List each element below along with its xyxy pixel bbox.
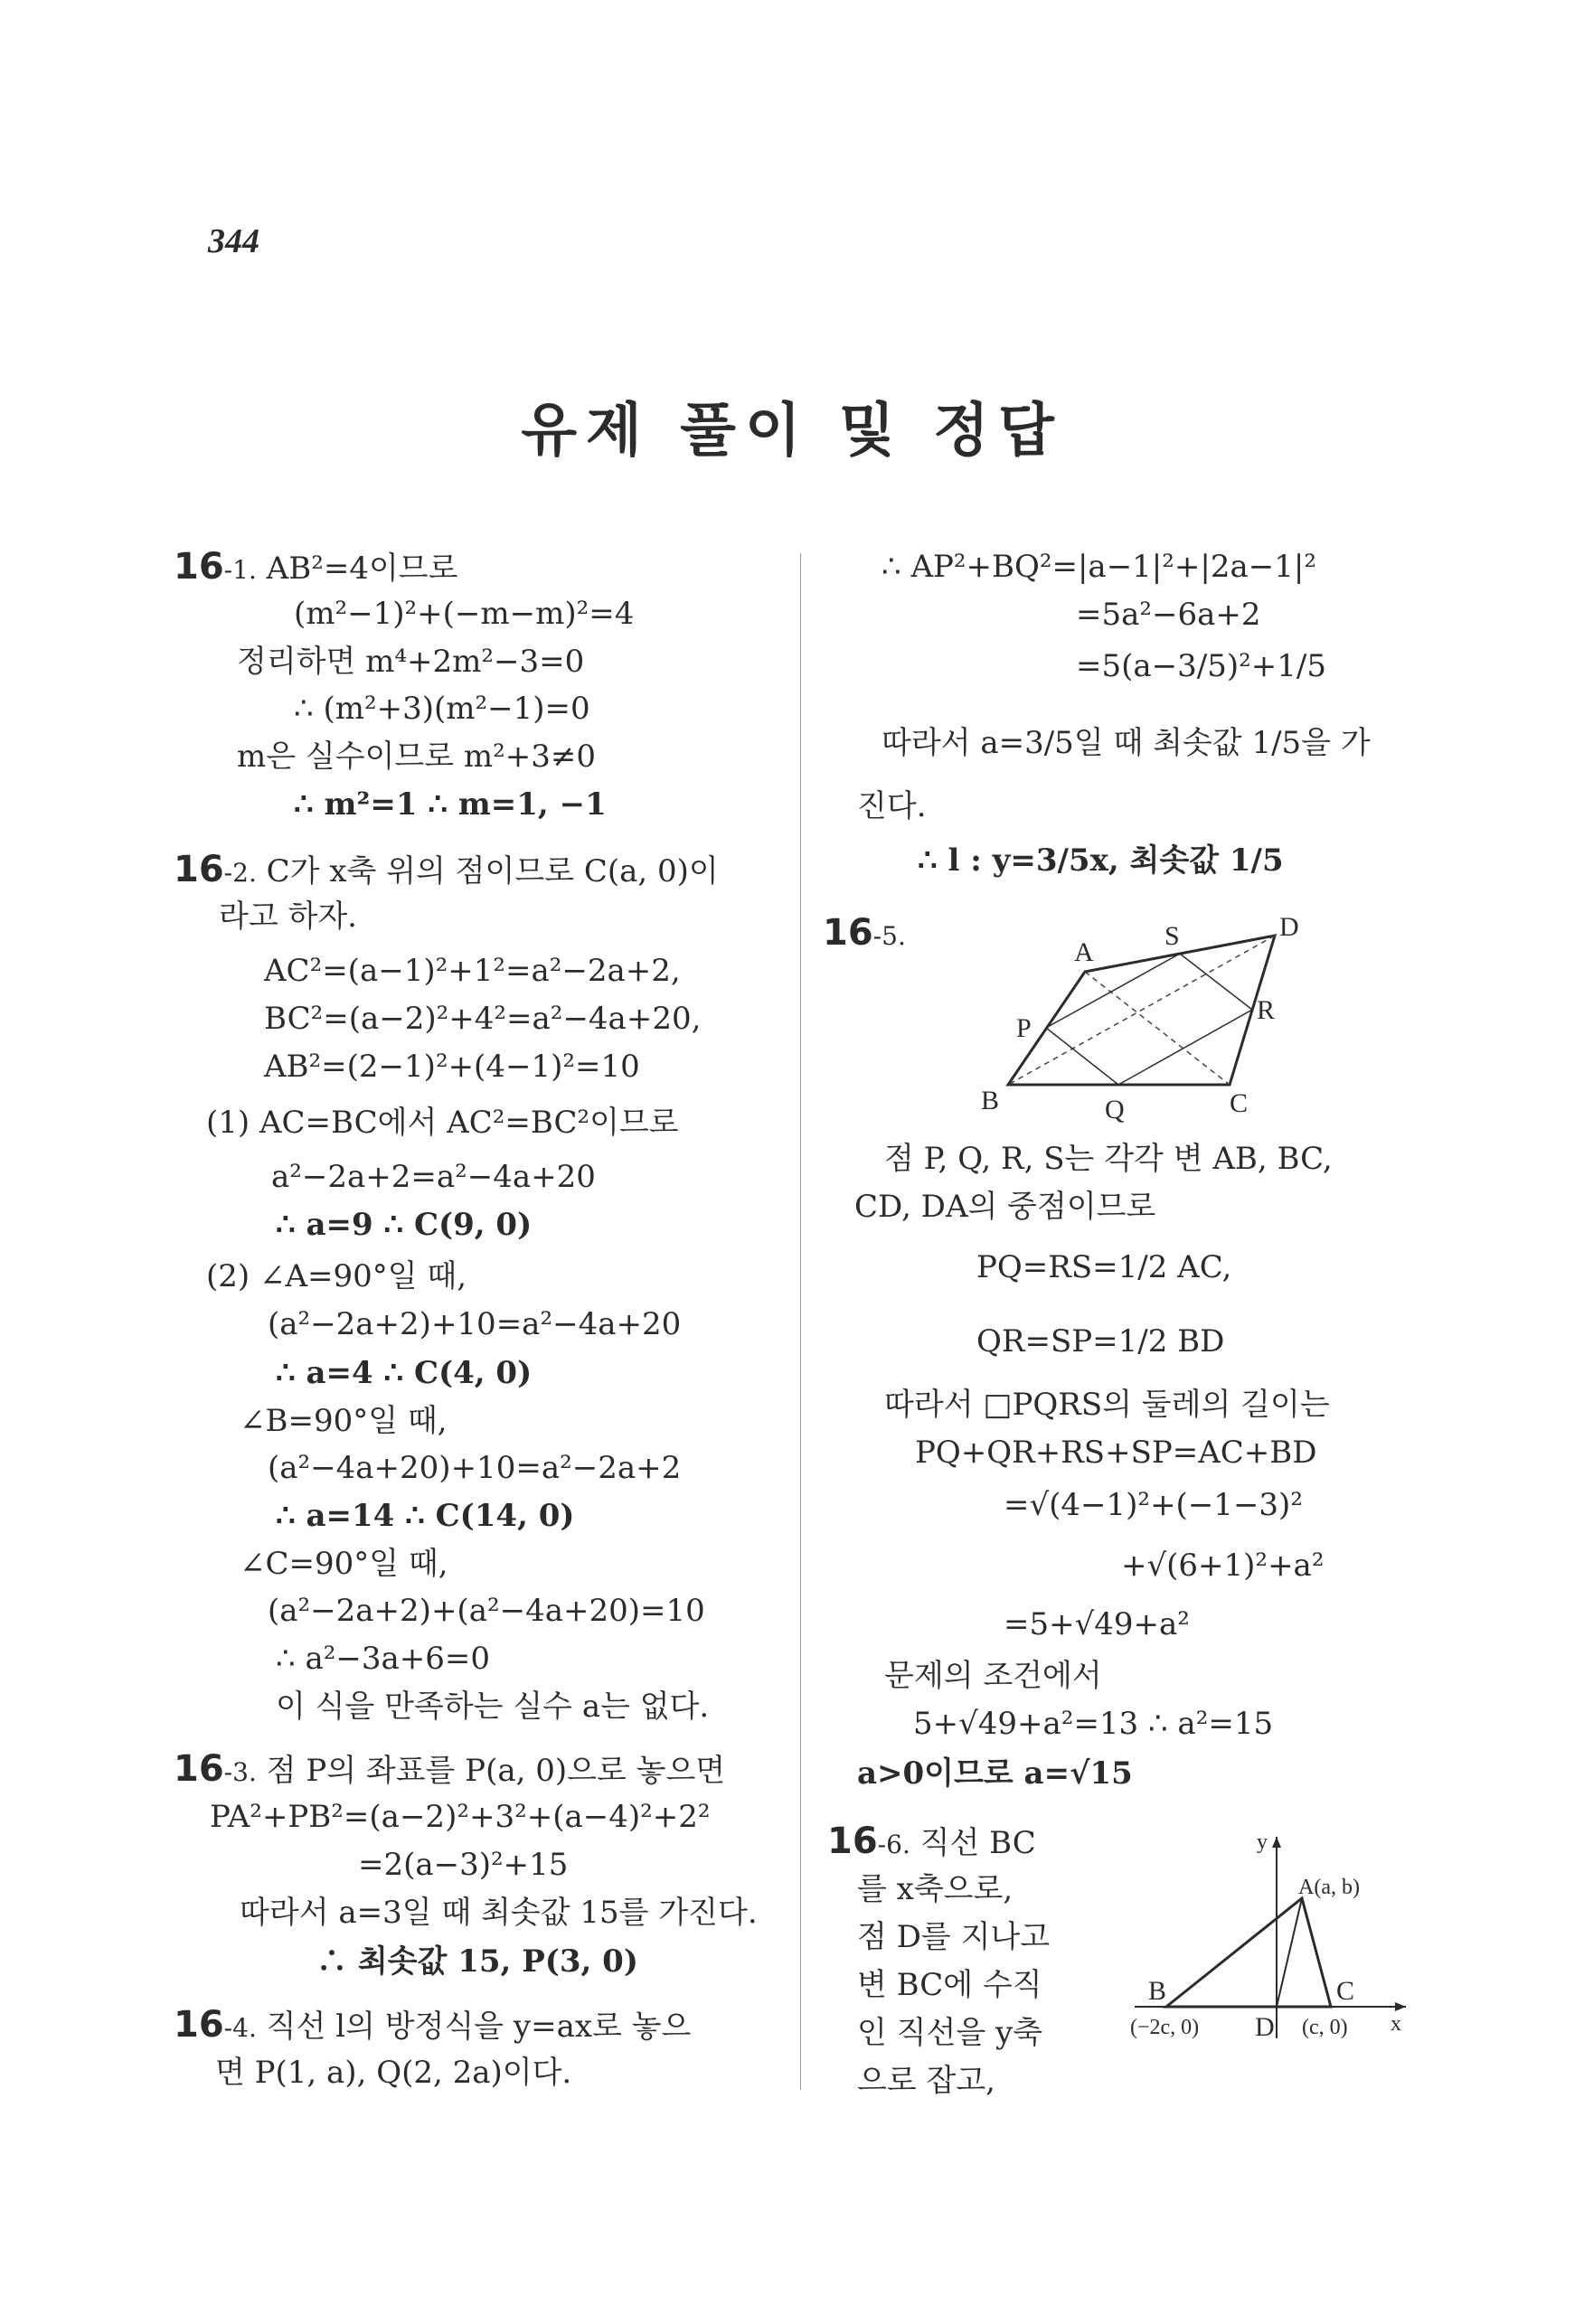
- solution-line: 따라서 a=3/5일 때 최솟값 1/5을 가: [882, 725, 1371, 761]
- answer-line: a>0이므로 a=√15: [857, 1755, 1133, 1792]
- solution-line: 점 D를 지나고: [857, 1919, 1051, 1955]
- parallelogram-pqrs: [1046, 954, 1252, 1085]
- solution-line: QR=SP=1/2 BD: [976, 1323, 1225, 1360]
- solution-line: 를 x축으로,: [857, 1871, 1014, 1907]
- solution-line: 진다.: [857, 788, 927, 824]
- solution-line: m은 실수이므로 m²+3≠0: [237, 739, 597, 775]
- solution-line: 점 P, Q, R, S는 각각 변 AB, BC,: [884, 1141, 1333, 1177]
- solution-line: ∠B=90°일 때,: [240, 1403, 448, 1439]
- solution-line: AC²=(a−1)²+1²=a²−2a+2,: [264, 953, 681, 989]
- solution-line: (m²−1)²+(−m−m)²=4: [294, 596, 635, 632]
- answer-line: ∴ 최솟값 15, P(3, 0): [316, 1943, 638, 1980]
- label-b: B: [981, 1086, 1000, 1115]
- solution-line: =√(4−1)²+(−1−3)²: [1004, 1487, 1303, 1523]
- triangle-abc: [1166, 1898, 1331, 2007]
- problem-16-2-header: 16-2. C가 x축 위의 점이므로 C(a, 0)이: [174, 849, 719, 890]
- problem-16-5-header: 16-5.: [823, 912, 906, 954]
- problem-16-3-header: 16-3. 점 P의 좌표를 P(a, 0)으로 놓으면: [174, 1748, 726, 1790]
- label-b-coordinate: (−2c, 0): [1130, 2016, 1200, 2039]
- solution-line: ∴ AP²+BQ²=|a−1|²+|2a−1|²: [882, 549, 1316, 585]
- column-divider: [800, 553, 801, 2090]
- problem-16-1-header: 16-1. AB²=4이므로: [174, 546, 458, 588]
- solution-line: (2) ∠A=90°일 때,: [206, 1258, 467, 1294]
- solution-line: CD, DA의 중점이므로: [854, 1189, 1156, 1225]
- label-r: R: [1257, 995, 1276, 1025]
- answer-line: ∴ a=9 ∴ C(9, 0): [276, 1207, 533, 1243]
- solution-line: ∠C=90°일 때,: [240, 1546, 448, 1582]
- diagonal-bd: [1008, 936, 1275, 1085]
- solution-line: 이 식을 만족하는 실수 a는 없다.: [276, 1689, 710, 1725]
- label-b: B: [1148, 1976, 1167, 2006]
- label-y: y: [1257, 1830, 1268, 1854]
- solution-line: PA²+PB²=(a−2)²+3²+(a−4)²+2²: [210, 1799, 711, 1835]
- answer-line: ∴ a=14 ∴ C(14, 0): [276, 1498, 575, 1534]
- solution-line: PQ+QR+RS+SP=AC+BD: [915, 1435, 1317, 1471]
- label-p: P: [1016, 1013, 1032, 1043]
- label-a: A(a, b): [1298, 1876, 1360, 1899]
- solution-line: (a²−2a+2)+(a²−4a+20)=10: [268, 1593, 705, 1629]
- solution-line: PQ=RS=1/2 AC,: [976, 1249, 1232, 1285]
- solution-line: a²−2a+2=a²−4a+20: [271, 1159, 596, 1195]
- parallelogram-figure: [976, 908, 1302, 1125]
- solution-line: 문제의 조건에서: [884, 1658, 1102, 1694]
- solution-line: 정리하면 m⁴+2m²−3=0: [237, 644, 585, 680]
- solution-line: (1) AC=BC에서 AC²=BC²이므로: [206, 1105, 679, 1141]
- label-s: S: [1164, 921, 1180, 951]
- solution-line: (a²−4a+20)+10=a²−2a+2: [268, 1450, 682, 1486]
- solution-line: ∴ (m²+3)(m²−1)=0: [294, 691, 590, 727]
- solution-line: 라고 하자.: [219, 899, 357, 935]
- problem-16-4-header: 16-4. 직선 l의 방정식을 y=ax로 놓으: [174, 2004, 692, 2046]
- solution-line: =5(a−3/5)²+1/5: [1076, 648, 1326, 684]
- solution-line: 인 직선을 y축: [857, 2015, 1043, 2051]
- label-q: Q: [1105, 1095, 1125, 1124]
- solution-line: ∴ a²−3a+6=0: [276, 1641, 490, 1677]
- y-axis-arrow: [1272, 1837, 1281, 1848]
- triangle-coordinate-figure: [1121, 1826, 1410, 2043]
- answer-line: ∴ a=4 ∴ C(4, 0): [276, 1355, 533, 1391]
- label-d: D: [1255, 2012, 1275, 2042]
- solution-line: 으로 잡고,: [857, 2063, 995, 2099]
- solution-line: BC²=(a−2)²+4²=a²−4a+20,: [264, 1001, 702, 1037]
- label-x: x: [1391, 2012, 1401, 2036]
- solution-line: +√(6+1)²+a²: [1121, 1548, 1325, 1584]
- solution-line: 따라서 a=3일 때 최솟값 15를 가진다.: [240, 1895, 758, 1931]
- solution-line: =2(a−3)²+15: [358, 1847, 569, 1883]
- label-c: C: [1336, 1976, 1355, 2006]
- page-number: 344: [208, 222, 259, 260]
- page-title: 유제 풀이 및 정답: [521, 398, 1063, 465]
- answer-line: ∴ l : y=3/5x, 최솟값 1/5: [918, 842, 1284, 879]
- label-d: D: [1279, 912, 1299, 942]
- x-axis-arrow: [1395, 2002, 1406, 2011]
- solution-line: =5+√49+a²: [1004, 1606, 1190, 1642]
- solution-line: =5a²−6a+2: [1076, 597, 1261, 633]
- problem-16-6-header: 16-6. 직선 BC: [827, 1821, 1036, 1862]
- solution-line: 5+√49+a²=13 ∴ a²=15: [913, 1706, 1274, 1742]
- label-a: A: [1074, 937, 1094, 967]
- label-c: C: [1230, 1088, 1249, 1118]
- solution-line: AB²=(2−1)²+(4−1)²=10: [264, 1049, 640, 1085]
- solution-line: 따라서 □PQRS의 둘레의 길이는: [884, 1387, 1330, 1423]
- label-c-coordinate: (c, 0): [1302, 2016, 1348, 2039]
- answer-line: ∴ m²=1 ∴ m=1, −1: [294, 786, 607, 823]
- solution-line: 변 BC에 수직: [857, 1967, 1042, 2003]
- solution-line: (a²−2a+2)+10=a²−4a+20: [268, 1306, 682, 1342]
- diagonal-ac: [1085, 972, 1230, 1085]
- solution-line: 면 P(1, a), Q(2, 2a)이다.: [215, 2055, 572, 2091]
